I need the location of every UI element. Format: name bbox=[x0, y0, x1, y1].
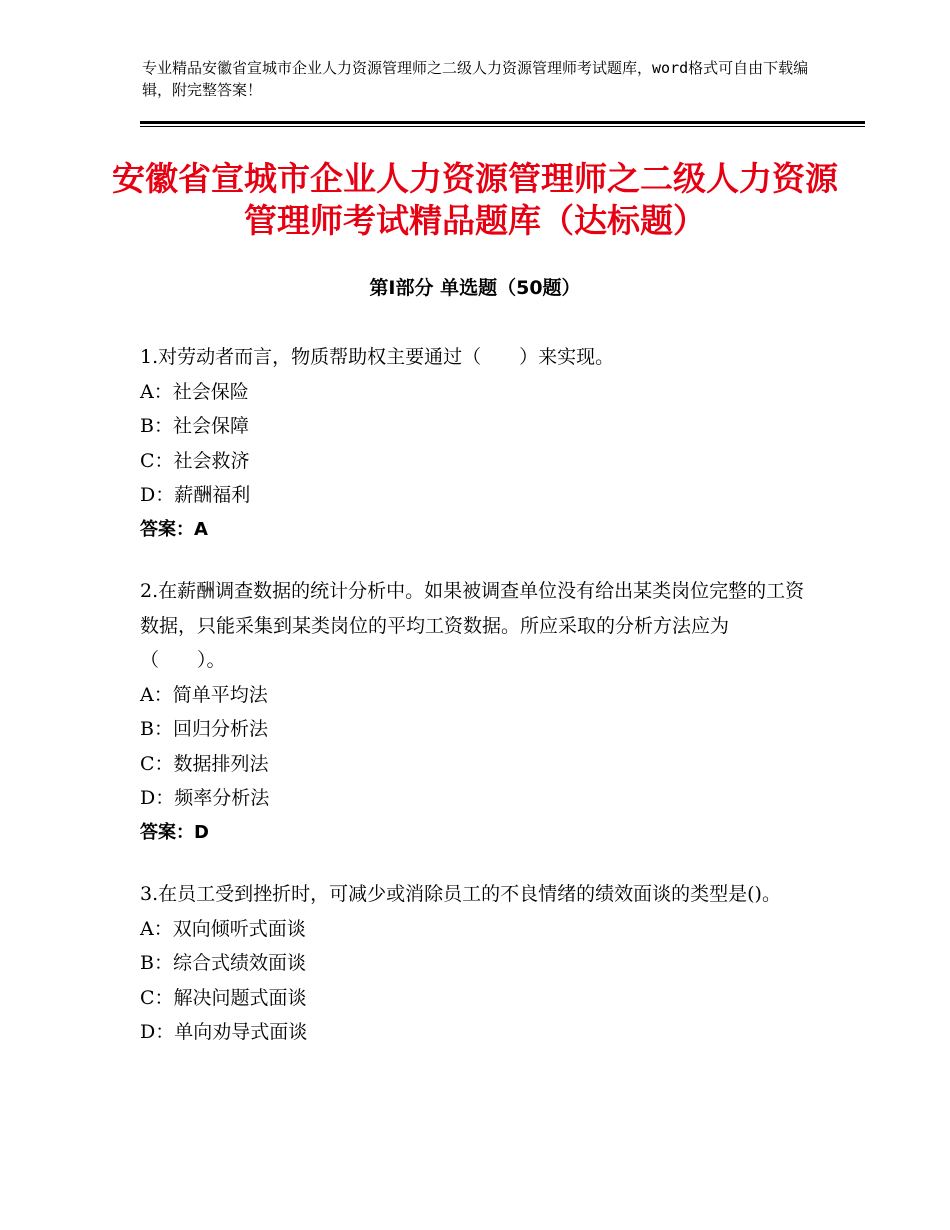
option-d: D：频率分析法 bbox=[140, 787, 270, 809]
question-stem: 2.在薪酬调查数据的统计分析中。如果被调查单位没有给出某类岗位完整的工资数据，只能采集到某类岗位的平均工资数据。所应采取的分析方法应为（ ）。 bbox=[140, 580, 805, 671]
question-1 bbox=[140, 340, 805, 547]
option-d: D：薪酬福利 bbox=[140, 484, 251, 506]
option-c: C：数据排列法 bbox=[140, 752, 269, 775]
question-3 bbox=[140, 877, 805, 1050]
question-2 bbox=[140, 574, 805, 850]
option-b: B：综合式绩效面谈 bbox=[140, 952, 306, 974]
document-title: 安徽省宣城市企业人力资源管理师之二级人力资源管理师考试精品题库（达标题） bbox=[112, 159, 838, 240]
answer: 答案：A bbox=[140, 518, 208, 540]
answer: 答案：D bbox=[140, 821, 209, 843]
option-b: B：社会保障 bbox=[140, 415, 249, 437]
header-note: 专业精品安徽省宣城市企业人力资源管理师之二级人力资源管理师考试题库，word格式可自由下载编辑，附完整答案！ bbox=[142, 59, 809, 99]
option-c: C：社会救济 bbox=[140, 449, 250, 472]
header-divider-thin bbox=[140, 126, 865, 127]
option-a: A：双向倾听式面谈 bbox=[140, 917, 306, 940]
option-b: B：回归分析法 bbox=[140, 718, 268, 740]
option-c: C：解决问题式面谈 bbox=[140, 986, 307, 1009]
section-title: 第Ⅰ部分 单选题（50题） bbox=[369, 277, 581, 299]
option-a: A：社会保险 bbox=[140, 380, 249, 403]
header-divider-thick bbox=[140, 121, 865, 124]
question-stem: 1.对劳动者而言，物质帮助权主要通过（ ）来实现。 bbox=[140, 346, 615, 368]
question-stem: 3.在员工受到挫折时，可减少或消除员工的不良情绪的绩效面谈的类型是()。 bbox=[140, 883, 781, 905]
question-list bbox=[140, 340, 805, 1077]
option-d: D：单向劝导式面谈 bbox=[140, 1021, 308, 1043]
option-a: A：简单平均法 bbox=[140, 683, 268, 706]
